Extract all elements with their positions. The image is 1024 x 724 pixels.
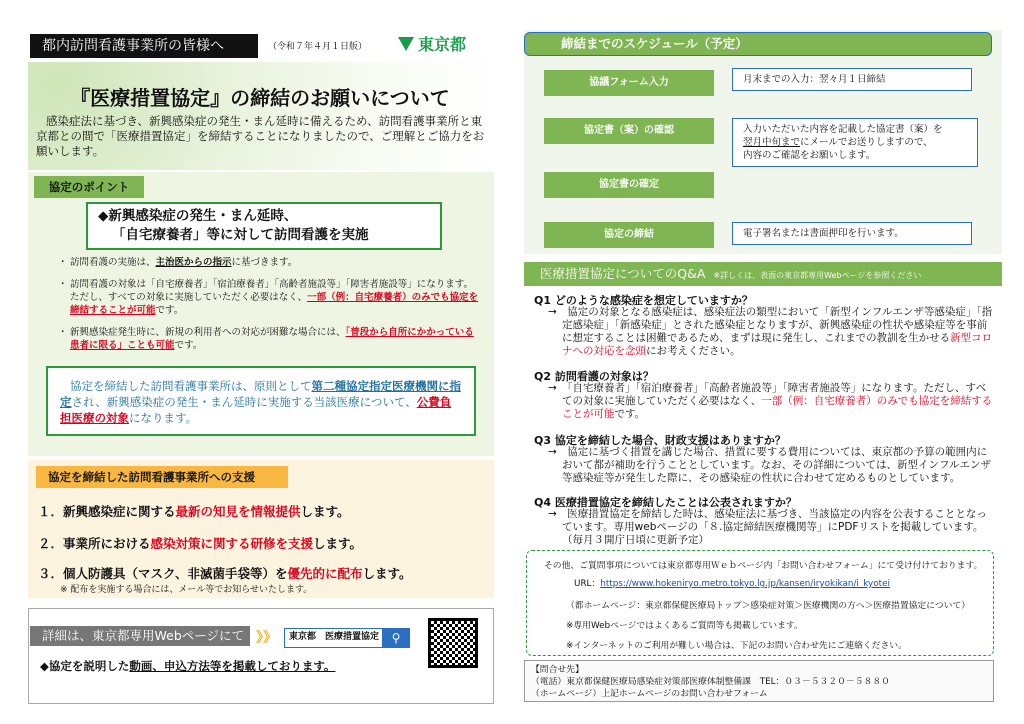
answer-1 [548,306,996,358]
schedule-step: 協定書の確定 [544,172,714,198]
support-text: ３．個人防護具（マスク、非滅菌手袋等）を [38,566,288,581]
question-3: Q3 協定を締結した場合、財政支援はありますか？ [534,434,786,447]
designation-box [46,366,476,436]
point-text: 訪問看護の実施は、 [70,257,156,268]
page-title: 『医療措置協定』の締結のお願いについて [70,86,450,110]
points-list [60,256,480,361]
version-date: （令和７年４月１日版） [268,42,368,52]
answer-text: にお考えください。 [646,345,741,357]
point-emphasis: 主治医からの指示 [155,257,232,268]
designation-link: 第二種協定指定医療機関に指定 [60,379,461,409]
point-text: に基づきます。 [231,257,298,268]
designation-emphasis: 公費負担医療の対象 [60,395,452,425]
note-text: にメールでお送りしますので、 [800,137,933,148]
point-item [60,256,480,269]
details-text [40,658,335,674]
contact-line: （電話）東京都保健医療局感染症対策部医療体制整備課 TEL：０３－５３２０－５８８０ [531,677,890,687]
details-link[interactable]: 動画、申込方法等を掲載しております。 [129,659,336,673]
support-text: します。 [313,536,363,551]
point-text: 訪問看護の対象は「自宅療養者」「宿泊療養者」「高齢者施設等」「障害者施設等」になります。ただし、すべての対象に実施していただく必要はなく、 [70,279,473,303]
point-emphasis: 一部（例：自宅療養者）のみでも協定を締結することが可能 [70,292,479,316]
info-line: （都ホームページ：東京都保健医療局トップ＞感染症対策＞医療機関の方へ＞医療措置協定について） [566,601,971,611]
info-line: その他、ご質問事項については東京都専用Ｗｅｂページ内「お問い合わせフォーム」にて受け付けております。 [544,561,983,571]
details-bar: 詳細は、東京都専用Webページにて [30,626,250,646]
support-item [38,502,350,520]
point-text: 新興感染症発生時に、新規の利用者への対応が困難な場合には、 [70,327,346,338]
question-4: Q4 医療措置協定を締結したことは公表されますか？ [534,496,797,509]
designation-text: 協定を締結した訪問看護事業所は、原則として [70,379,312,393]
note-text: 入力いただいた内容を記載した協定書（案）を [743,124,943,135]
contact-line: （ホームページ）上記ホームページのお問い合わせフォーム [531,689,768,699]
answer-2 [548,382,996,421]
url-label: URL： [574,579,601,589]
designation-text: され、新興感染症の発生・まん延時に実施する当該医療について、 [71,395,417,409]
chevron-right-icon: 》》 [256,630,277,646]
search-box[interactable]: 東京都 医療措置協定 [284,628,410,648]
point-item [60,278,480,317]
details-section [28,608,494,704]
support-text: します。 [362,566,412,581]
search-icon[interactable]: ⚲ [382,628,410,648]
support-item [38,564,412,582]
step-note-4: 電子署名または書面押印を行います。 [732,222,972,245]
support-note: ※ 配布を実施する場合には、メール等でお知らせいたします。 [60,585,313,595]
tokyo-logo [398,32,466,55]
qa-title: 医療措置協定についてのQ&A [540,266,706,281]
answer-text: → 「自宅療養者」「宿泊療養者」「高齢者施設等」「障害者施設等」になります。ただし、すべての対象に実施していただく必要はなく、 [548,382,987,407]
support-emphasis: 優先的に配布 [287,566,363,581]
tokyo-logo-icon [398,37,414,51]
qa-header [524,262,1002,286]
audience-tag: 都内訪問看護事業所の皆様へ [30,34,258,58]
answer-4: → 医療措置協定を締結した時は、感染症法に基づき、当該協定の内容を公表することとなっています。専用webページの「８.協定締結医療機関等」にPDFリストを掲載しています。（毎月３開庁日頃に更新予定） [548,508,987,546]
info-line: ※専用Webページではよくあるご質問等も掲載しています。 [566,621,803,631]
question-1: Q1 どのような感染症を想定していますか？ [534,294,753,307]
answer-emphasis: 新型コロナへの対応を念頭 [562,332,993,357]
points-header: 協定のポイント [34,176,144,198]
note-emphasis: 翌月中旬まで [743,137,801,148]
schedule-header: 締結までのスケジュール（予定） [524,32,992,56]
logo-text: 東京都 [418,35,467,54]
url-link[interactable]: https://www.hokeniryo.metro.tokyo.lg.jp/kansen/iryokikan/i_kyotei [600,579,890,589]
support-emphasis: 感染対策に関する研修を支援 [150,536,314,551]
support-text: １．新興感染症に関する [38,504,176,519]
schedule-step: 協定の締結 [544,222,714,248]
question-2: Q2 訪問看護の対象は？ [534,370,654,383]
points-highlight [86,202,442,250]
support-text: ２．事業所における [38,536,151,551]
support-header: 協定を締結した訪問看護事業所への支援 [36,466,288,488]
info-url [574,576,890,589]
point-item [60,326,480,352]
contact-line: 【問合せ先】 [531,665,584,675]
lead-text: 感染症法に基づき、新興感染症の発生・まん延時に備えるため、訪問看護事業所と東京都との間で「医療措置協定」を締結することになりましたので、ご理解とご協力をお願いします。 [36,114,485,158]
schedule-step: 協定書（案）の確認 [544,118,714,144]
note-text: 内容のご確認をお願いします。 [743,150,876,161]
step-note-2 [732,118,978,167]
support-text: します。 [300,504,350,519]
point-emphasis: 「普段から自所にかかっている患者に限る」ことも可能 [70,327,474,351]
qr-code[interactable] [428,618,478,668]
highlight-line-2: 「自宅療養者」等に対して訪問看護を実施 [112,227,369,243]
schedule-step: 協議フォーム入力 [544,70,714,96]
answer-emphasis: 一部（例：自宅療養者）のみでも協定を締結することが可能 [562,395,993,420]
contact-box [524,660,994,702]
point-text: です。 [155,305,184,316]
info-line: ※インターネットのご利用が難しい場合は、下記のお問い合わせ先にご連絡ください。 [566,641,907,651]
designation-text: になります。 [129,411,198,425]
point-text: です。 [174,340,203,351]
support-item [38,534,362,552]
answer-3: → 協定に基づく措置を講じた場合、措置に要する費用については、東京都の予算の範囲内において都が補助を行うこととしています。なお、その詳細については、新型インフルエンザ等感染症等が発生した際に、その感染症の性状に合わせて定めるものとしています。 [548,446,992,484]
support-emphasis: 最新の知見を情報提供 [175,504,301,519]
qa-header-note: ※詳しくは、表面の東京都専用Webページを参照ください [713,271,922,280]
answer-text: → 協定の対象となる感染症は、感染症法の類型において「新型インフルエンザ等感染症」「指定感染症」「新感染症」とされた感染症となりますが、新興感染症の性状や感染症等を事前に想定することは困難であるため、まずは現に発生し、これまでの教訓を生かせる [548,306,993,344]
answer-text: です。 [614,408,646,420]
highlight-line-1: ◆新興感染症の発生・まん延時、 [98,208,298,224]
step-note-1: 月末までの入力：翌々月１日締結 [732,68,972,91]
details-text-part: ◆協定を説明した [40,659,130,673]
